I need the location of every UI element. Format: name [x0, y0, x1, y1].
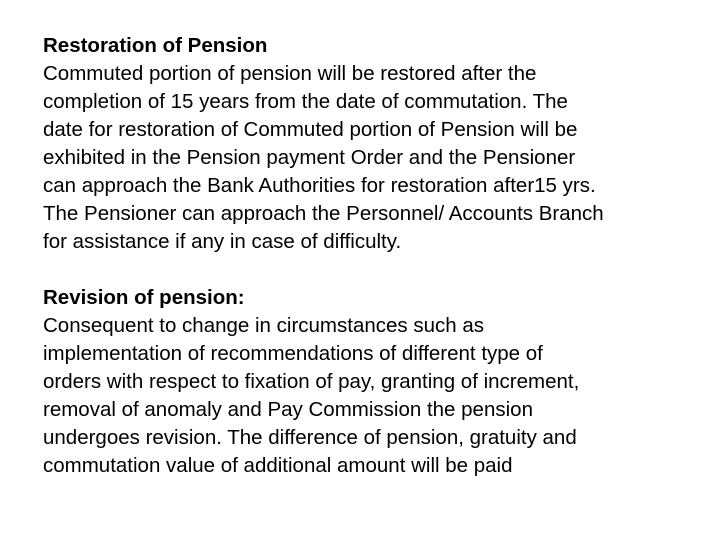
paragraph-line: commutation value of additional amount will be paid — [43, 454, 513, 477]
paragraph-line: completion of 15 years from the date of commutation. The — [43, 90, 568, 113]
paragraph-line: orders with respect to fixation of pay, granting of increment, — [43, 370, 580, 393]
paragraph-line: exhibited in the Pension payment Order and the Pensioner — [43, 146, 576, 169]
paragraph-line: undergoes revision. The difference of pension, gratuity and — [43, 426, 577, 449]
paragraph-line: date for restoration of Commuted portion of Pension will be — [43, 118, 578, 141]
section-restoration — [43, 32, 708, 256]
paragraph-line: Consequent to change in circumstances such as — [43, 314, 485, 337]
paragraph-line: for assistance if any in case of difficulty. — [43, 230, 402, 253]
section-heading: Revision of pension: — [43, 286, 245, 309]
slide-body — [43, 32, 708, 480]
paragraph-line: removal of anomaly and Pay Commission the pension — [43, 398, 533, 421]
section-heading: Restoration of Pension — [43, 34, 268, 57]
paragraph-line: Commuted portion of pension will be restored after the — [43, 62, 537, 85]
paragraph-line: implementation of recommendations of different type of — [43, 342, 543, 365]
paragraph-line: The Pensioner can approach the Personnel/ Accounts Branch — [43, 202, 604, 225]
section-revision — [43, 284, 708, 480]
paragraph-line: can approach the Bank Authorities for restoration after15 yrs. — [43, 174, 596, 197]
